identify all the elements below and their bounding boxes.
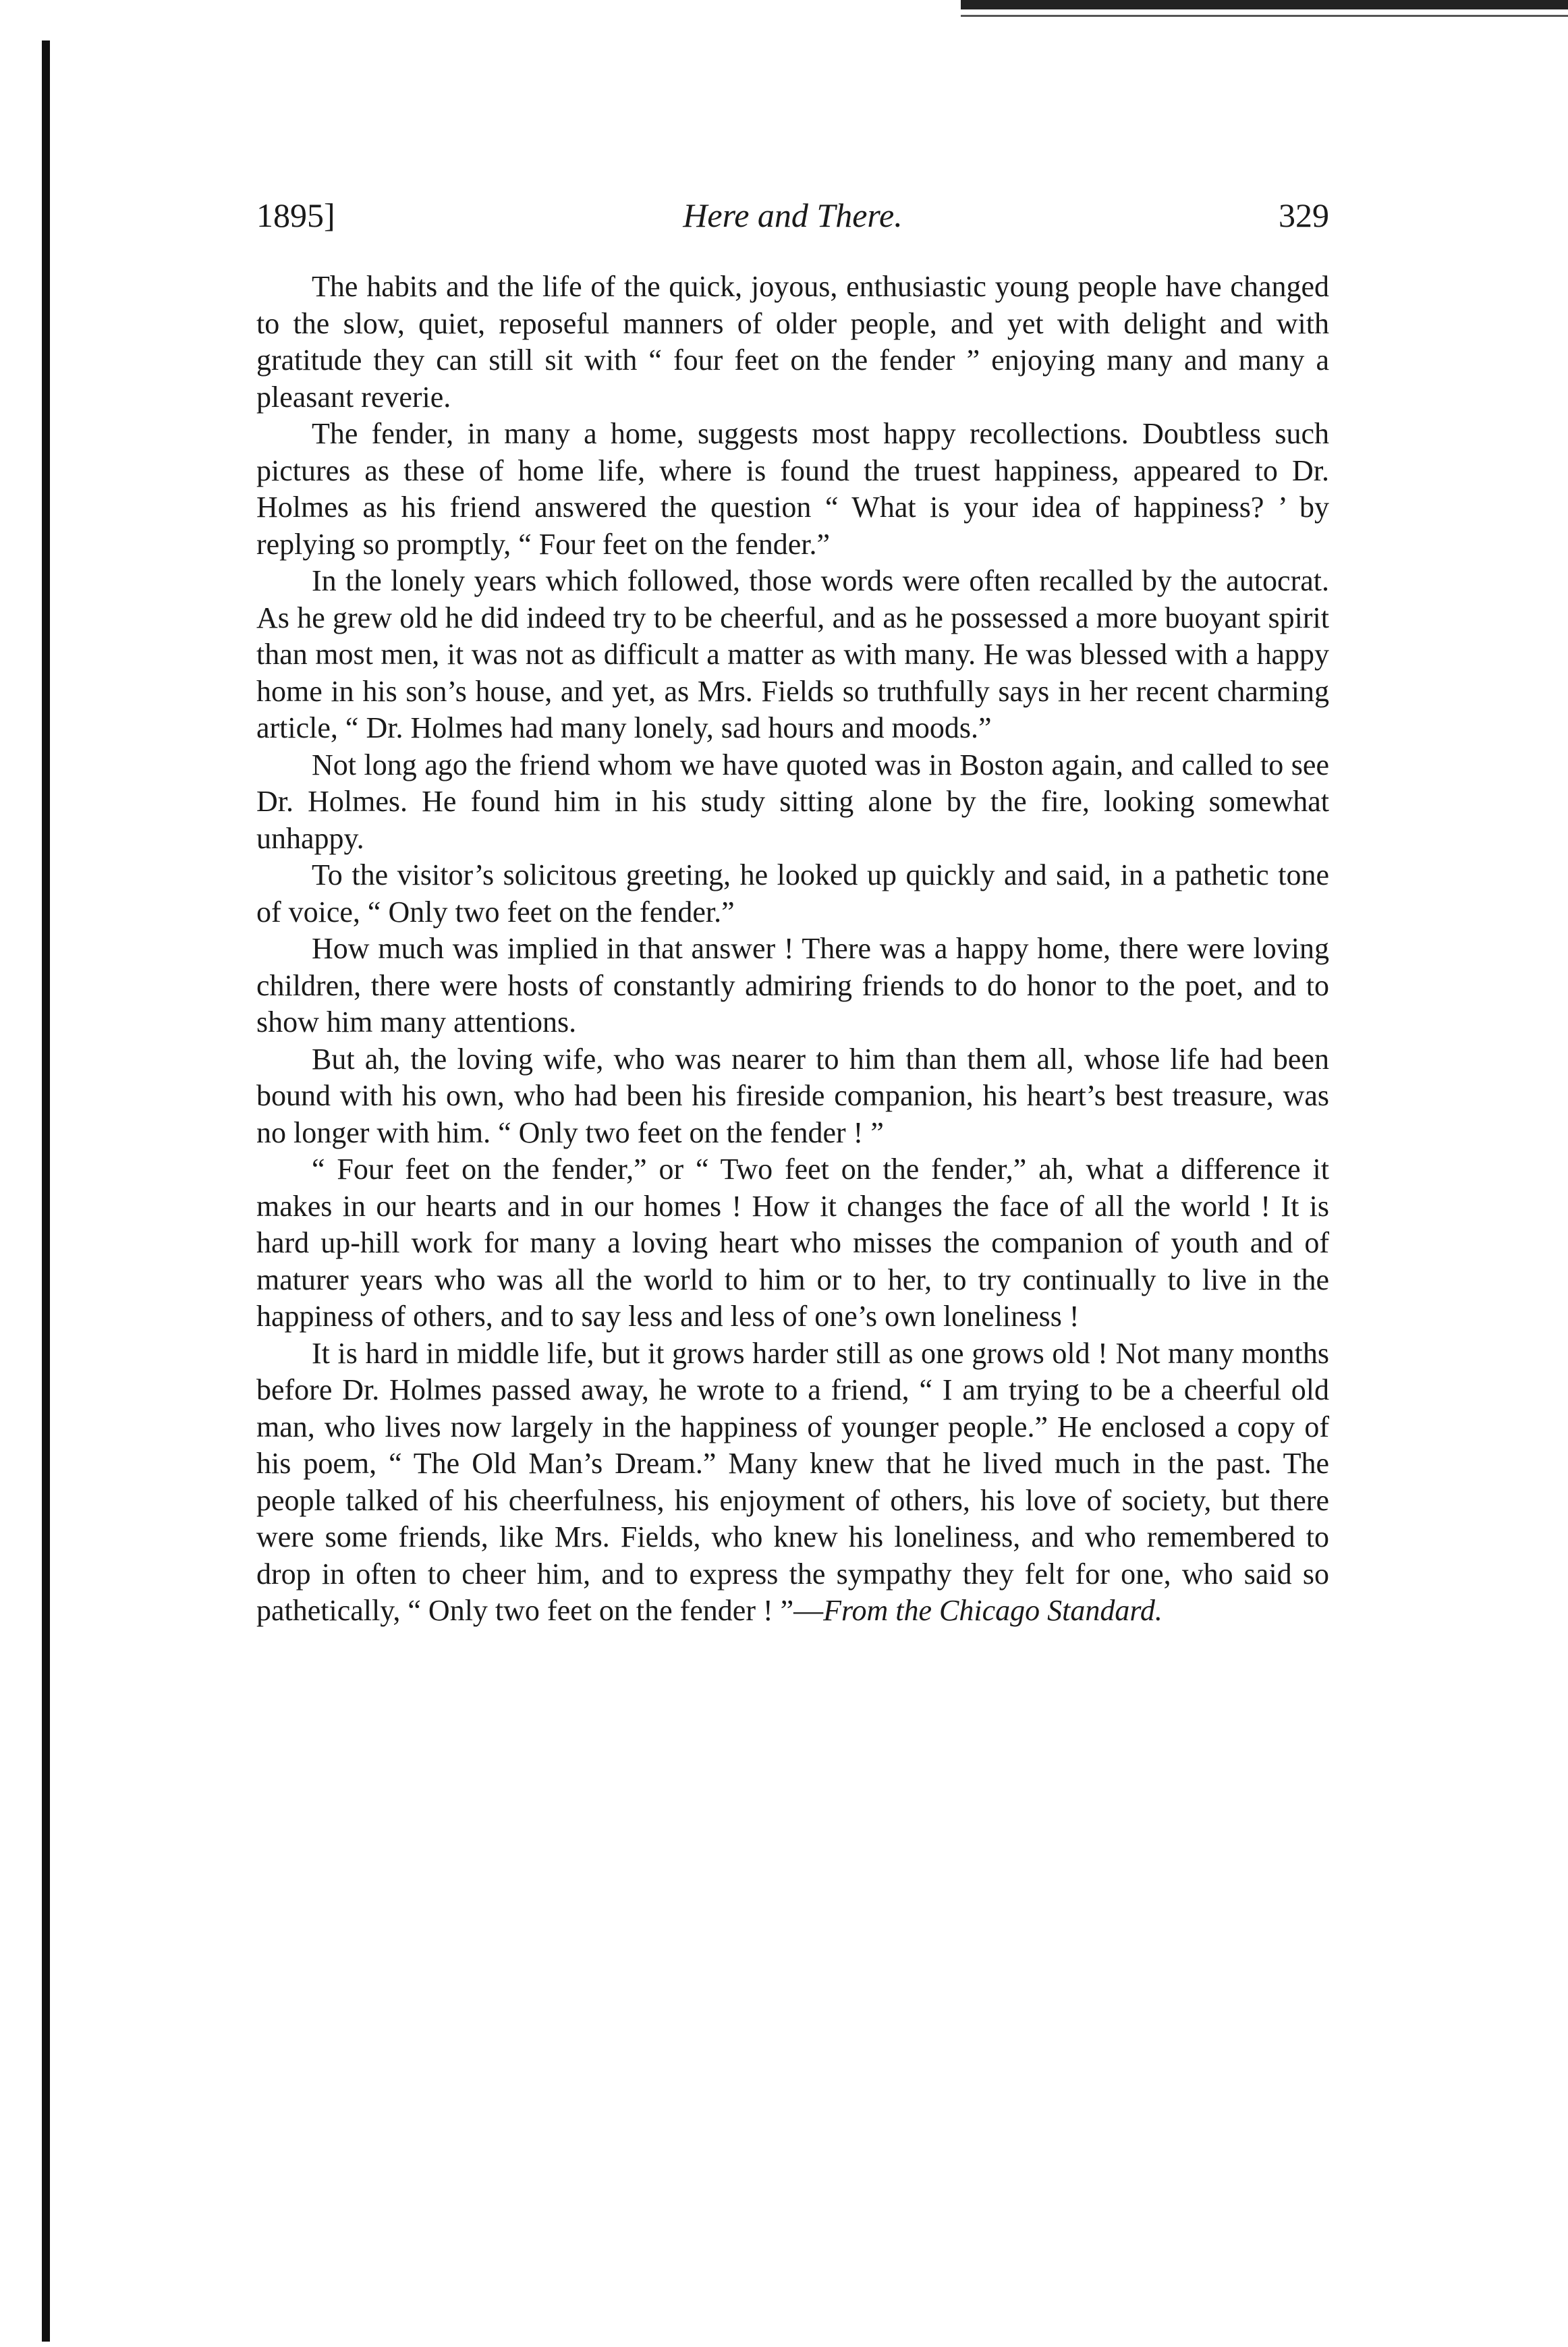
paragraph-5: To the visitor’s solicitous greeting, he looked up quickly and said, in a pathetic tone of voice, “ Only two feet on the fender.” bbox=[256, 858, 1329, 929]
paragraph-7: But ah, the loving wife, who was nearer to him than them all, whose life had been bound with his own, who had been his fireside companion, his heart’s best treasure, was no longer with him. “ Only two feet on the fender ! ” bbox=[256, 1042, 1329, 1149]
running-head bbox=[256, 196, 1329, 243]
source-attribution: From the Chicago Standard. bbox=[823, 1594, 1163, 1627]
paragraph-9 bbox=[256, 1335, 1329, 1630]
paragraph-2: The fender, in many a home, suggests most happy recollections. Doubtless such pictures as these of home life, where is found the truest happiness, appeared to Dr. Holmes as his friend answered the question “ What is your idea of happiness? ’ by replying so promptly, “ Four feet on the fender.” bbox=[256, 417, 1329, 561]
paragraph-8: “ Four feet on the fender,” or “ Two feet on the fender,” ah, what a difference it makes in our hearts and in our homes ! How it changes the face of all the world ! It is hard up-hill work for many a loving heart who misses the companion of youth and of maturer years who was all the world to him or to her, to try continually to live in the happiness of others, and to say less and less of one’s own loneliness ! bbox=[256, 1153, 1329, 1333]
article-body bbox=[256, 269, 1329, 1630]
top-rule-thin bbox=[961, 15, 1568, 17]
paragraph-1: The habits and the life of the quick, joyous, enthusiastic young people have changed to the slow, quiet, reposeful manners of older people, and yet with delight and with gratitude they can still sit with “ four feet on the fender ” enjoying many and many a pleasant reverie. bbox=[256, 270, 1329, 414]
paragraph-3: In the lonely years which followed, those words were often recalled by the autocrat. As he grew old he did indeed try to be cheerful, and as he possessed a more buoyant spirit than most men, it was not as difficult a matter as with many. He was blessed with a happy home in his son’s house, and yet, as Mrs. Fields so truthfully says in her recent charming article, “ Dr. Holmes had many lonely, sad hours and moods.” bbox=[256, 564, 1329, 744]
paragraph-9-text: It is hard in middle life, but it grows harder still as one grows old ! Not many months before Dr. Holmes passed away, he wrote to a friend, “ I am trying to be a cheerful old man, who lives now largely in the happiness of younger people.” He enclosed a copy of his poem, “ The Old Man’s Dream.” Many knew that he lived much in the past. The people talked of his cheerfulness, his enjoyment of others, his love of society, but there were some friends, like Mrs. Fields, who knew his loneliness, and who remembered to drop in often to cheer him, and to express the sympathy they felt for one, who said so pathetically, “ Only two feet on the fender ! ”— bbox=[256, 1336, 1329, 1627]
top-rule bbox=[961, 0, 1568, 9]
page-number: 329 bbox=[1279, 196, 1329, 234]
paragraph-4: Not long ago the friend whom we have quoted was in Boston again, and called to see Dr. Holmes. He found him in his study sitting alone by the fire, looking somewhat unhappy. bbox=[256, 748, 1329, 855]
running-head-title: Here and There. bbox=[683, 196, 903, 234]
paragraph-6: How much was implied in that answer ! There was a happy home, there were loving children, there were hosts of constantly admiring friends to do honor to the poet, and to show him many attentions. bbox=[256, 932, 1329, 1039]
left-margin-rule bbox=[42, 40, 50, 2342]
running-head-year: 1895] bbox=[256, 196, 335, 234]
